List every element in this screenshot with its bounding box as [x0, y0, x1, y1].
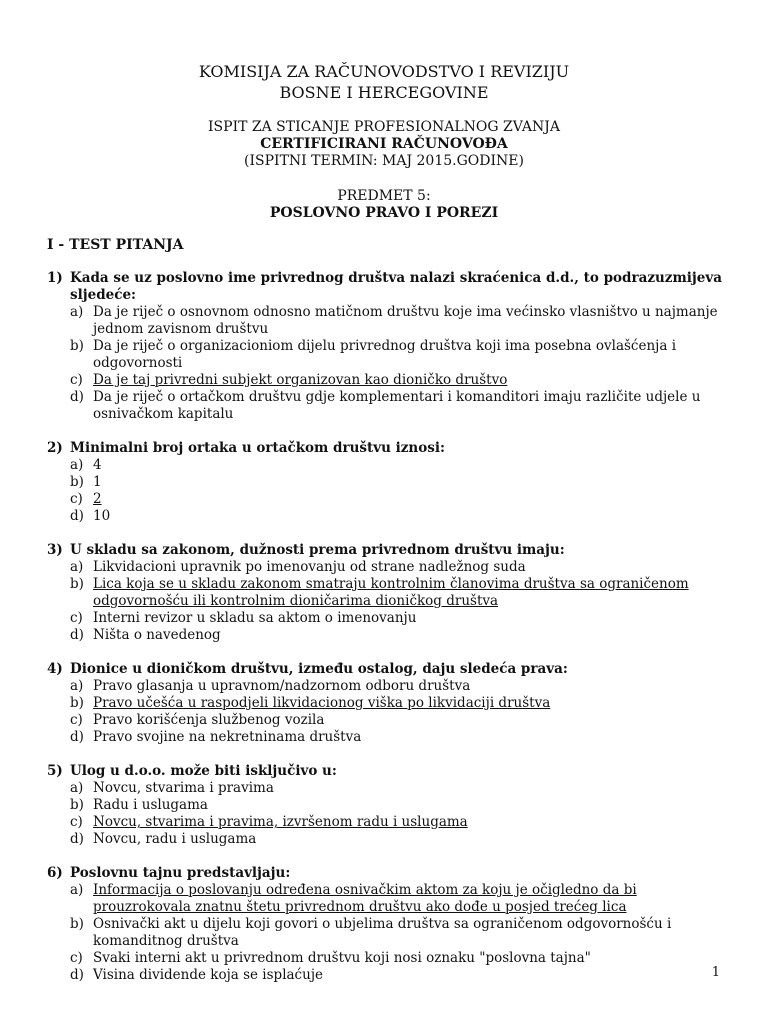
- question-heading: [47, 270, 727, 304]
- question-number: 1): [47, 270, 63, 286]
- subject-name: POSLOVNO PRAVO I POREZI: [269, 205, 499, 221]
- answer-option: [47, 474, 727, 491]
- subject-line: PREDMET 5:: [337, 188, 431, 204]
- answer-option: [47, 457, 727, 474]
- option-text: Novcu, stvarima i pravima, izvršenom radu i uslugama: [93, 814, 468, 830]
- option-letter: c): [70, 372, 83, 388]
- option-text: 1: [93, 474, 102, 490]
- option-letter: c): [70, 814, 83, 830]
- option-letter: b): [70, 474, 84, 490]
- question-number: 6): [47, 865, 63, 881]
- question-text: Kada se uz poslovno ime privrednog društva nalazi skraćenica d.d., to podrazuzmijeva sljedeće:: [70, 270, 722, 303]
- option-text: Da je riječ o osnovnom odnosno matičnom društvu koje ima većinsko vlasništvo u najmanje jednom zavisnom društvu: [93, 304, 718, 337]
- question: [47, 270, 727, 423]
- answer-option: [47, 610, 727, 627]
- answer-option: [47, 389, 727, 423]
- page-number: 1: [711, 965, 720, 980]
- commission-header: [0, 61, 768, 103]
- answer-option: [47, 950, 727, 967]
- option-text: 10: [93, 508, 111, 524]
- question-text: Ulog u d.o.o. može biti isključivo u:: [70, 763, 337, 779]
- option-letter: c): [70, 950, 83, 966]
- option-letter: b): [70, 338, 84, 354]
- answer-option-correct: [47, 576, 727, 610]
- option-text: 2: [93, 491, 102, 507]
- section-title: I - TEST PITANJA: [47, 237, 184, 253]
- question-heading: [47, 542, 727, 559]
- answer-option-correct: [47, 491, 727, 508]
- answer-option: [47, 508, 727, 525]
- answer-option: [47, 712, 727, 729]
- option-letter: d): [70, 389, 84, 405]
- option-text: Novcu, stvarima i pravima: [93, 780, 274, 796]
- option-letter: b): [70, 576, 84, 592]
- question: [47, 542, 727, 644]
- question-number: 5): [47, 763, 63, 779]
- answer-option: [47, 338, 727, 372]
- option-text: Ništa o navedenog: [93, 627, 221, 643]
- answer-option: [47, 831, 727, 848]
- option-letter: c): [70, 712, 83, 728]
- question-list: [47, 270, 727, 1001]
- answer-option: [47, 967, 727, 984]
- question-text: U skladu sa zakonom, dužnosti prema privrednom društvu imaju:: [70, 542, 565, 558]
- commission-country: BOSNE I HERCEGOVINE: [279, 83, 489, 102]
- question-heading: [47, 440, 727, 457]
- option-letter: a): [70, 457, 84, 473]
- option-text: Visina dividende koja se isplaćuje: [93, 967, 323, 983]
- option-text: Da je riječ o organizacioniom dijelu privrednog društva koji ima posebna ovlašćenja i odgovornosti: [93, 338, 677, 371]
- option-letter: b): [70, 916, 84, 932]
- option-letter: a): [70, 678, 84, 694]
- exam-header: [0, 119, 768, 170]
- question-number: 4): [47, 661, 63, 677]
- question-heading: [47, 661, 727, 678]
- option-letter: b): [70, 797, 84, 813]
- option-text: Pravo učešća u raspodjeli likvidacionog viška po likvidaciji društva: [93, 695, 551, 711]
- option-letter: b): [70, 695, 84, 711]
- option-text: Interni revizor u skladu sa aktom o imenovanju: [93, 610, 417, 626]
- exam-line: ISPIT ZA STICANJE PROFESIONALNOG ZVANJA: [208, 119, 560, 135]
- option-letter: a): [70, 559, 84, 575]
- option-letter: c): [70, 610, 83, 626]
- question-text: Minimalni broj ortaka u ortačkom društvu iznosi:: [70, 440, 445, 456]
- answer-option: [47, 678, 727, 695]
- answer-option-correct: [47, 814, 727, 831]
- option-letter: a): [70, 780, 84, 796]
- question-number: 2): [47, 440, 63, 456]
- question-heading: [47, 865, 727, 882]
- option-letter: d): [70, 831, 84, 847]
- option-text: Svaki interni akt u privrednom društvu koji nosi oznaku "poslovna tajna": [93, 950, 591, 966]
- option-text: Osnivački akt u dijelu koji govori o ubjelima društva sa ograničenom odgovornošću i komanditnog društva: [93, 916, 672, 949]
- option-letter: a): [70, 304, 84, 320]
- answer-option: [47, 304, 727, 338]
- option-text: Likvidacioni upravnik po imenovanju od strane nadležnog suda: [93, 559, 526, 575]
- option-letter: d): [70, 967, 84, 983]
- option-text: Informacija o poslovanju određena osnivačkim aktom za koju je očigledno da bi prouzrokovala znatnu štetu privrednom društvu ako dođe u posjed trećeg lica: [93, 882, 637, 915]
- option-letter: c): [70, 491, 83, 507]
- option-text: Novcu, radu i uslugama: [93, 831, 257, 847]
- option-text: Da je riječ o ortačkom društvu gdje komplementari i komanditori imaju različite udjele u osnivačkom kapitalu: [93, 389, 701, 422]
- option-letter: d): [70, 627, 84, 643]
- answer-option-correct: [47, 372, 727, 389]
- question: [47, 865, 727, 984]
- option-text: 4: [93, 457, 102, 473]
- answer-option: [47, 797, 727, 814]
- answer-option: [47, 916, 727, 950]
- commission-name: KOMISIJA ZA RAČUNOVODSTVO I REVIZIJU: [198, 62, 570, 81]
- exam-term: (ISPITNI TERMIN: MAJ 2015.GODINE): [244, 153, 524, 169]
- option-letter: d): [70, 729, 84, 745]
- question-text: Dionice u dioničkom društvu, između ostalog, daju sledeća prava:: [70, 661, 568, 677]
- answer-option-correct: [47, 695, 727, 712]
- option-letter: a): [70, 882, 84, 898]
- answer-option-correct: [47, 882, 727, 916]
- question-number: 3): [47, 542, 63, 558]
- question: [47, 763, 727, 848]
- exam-title: CERTIFICIRANI RAČUNOVOĐA: [260, 136, 508, 152]
- question-heading: [47, 763, 727, 780]
- question-text: Poslovnu tajnu predstavljaju:: [70, 865, 291, 881]
- option-text: Pravo svojine na nekretninama društva: [93, 729, 362, 745]
- answer-option: [47, 729, 727, 746]
- option-text: Pravo korišćenja službenog vozila: [93, 712, 325, 728]
- option-text: Da je taj privredni subjekt organizovan kao dioničko društvo: [93, 372, 508, 388]
- answer-option: [47, 780, 727, 797]
- question: [47, 440, 727, 525]
- option-text: Lica koja se u skladu zakonom smatraju kontrolnim članovima društva sa ograničenom odgovornošću ili kontrolnim dioničarima dioničkog društva: [93, 576, 689, 609]
- answer-option: [47, 559, 727, 576]
- option-letter: d): [70, 508, 84, 524]
- subject-header: [0, 188, 768, 222]
- option-text: Pravo glasanja u upravnom/nadzornom odboru društva: [93, 678, 471, 694]
- answer-option: [47, 627, 727, 644]
- question: [47, 661, 727, 746]
- option-text: Radu i uslugama: [93, 797, 208, 813]
